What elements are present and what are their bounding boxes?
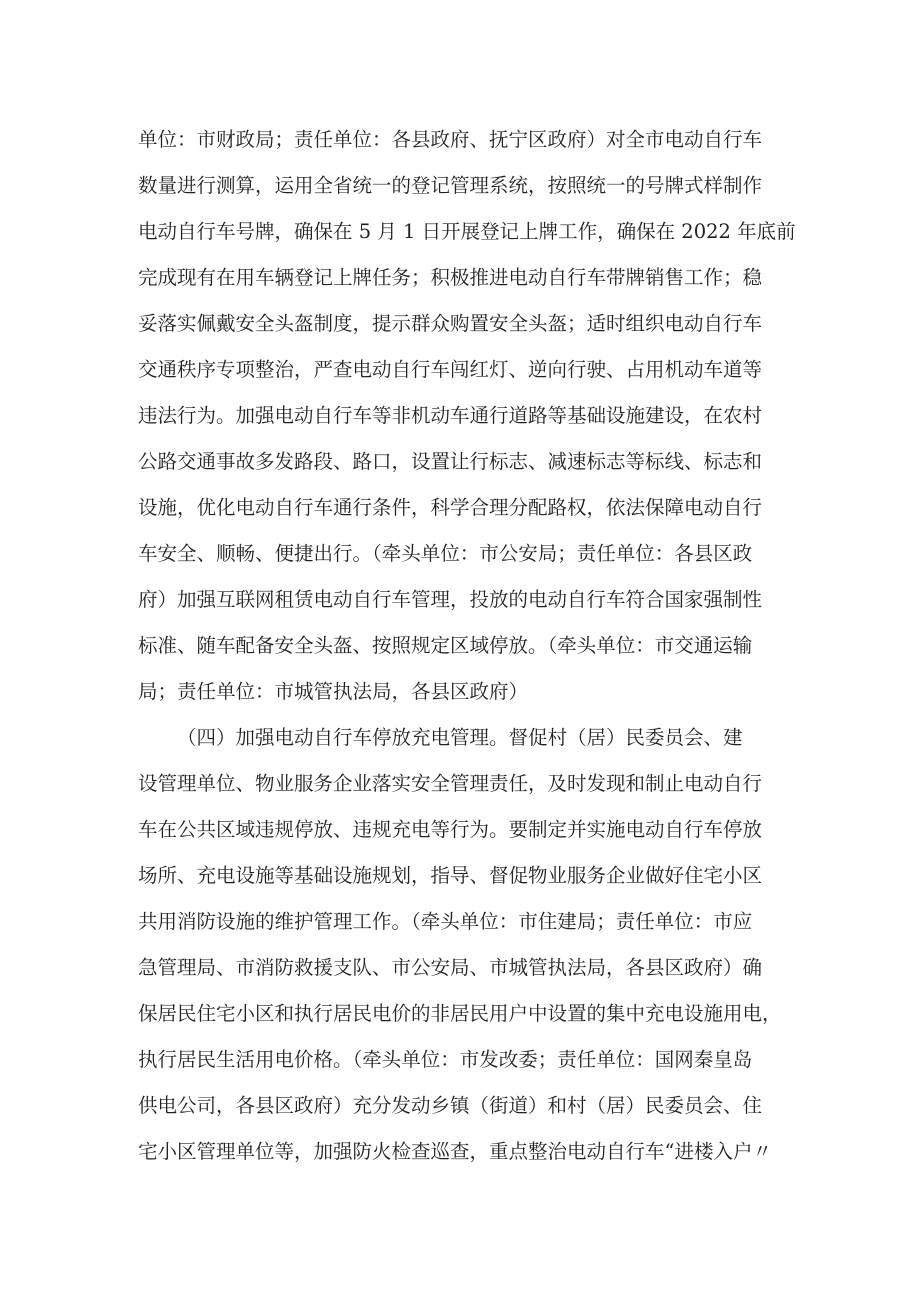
text-line: 公路交通事故多发路段、路口，设置让行标志、减速标志等标线、标志和: [138, 450, 763, 473]
text-line: 设施，优化电动自行车通行条件，科学合理分配路权，依法保障电动自行: [138, 496, 763, 519]
text-line: 交通秩序专项整治，严查电动自行车闯红灯、逆向行驶、占用机动车道等: [138, 358, 763, 381]
text-line: 电动自行车号牌，确保在 5 月 1 日开展登记上牌工作，确保在 2022 年底前: [138, 220, 796, 243]
text-line: 急管理局、市消防救援支队、市公安局、市城管执法局，各县区政府）确: [138, 956, 763, 979]
text-line: 车在公共区域违规停放、违规充电等行为。要制定并实施电动自行车停放: [138, 818, 763, 841]
text-line: 保居民住宅小区和执行居民电价的非居民用户中设置的集中充电设施用电，: [138, 1002, 782, 1025]
text-line: 共用消防设施的维护管理工作。（牵头单位：市住建局；责任单位：市应: [138, 910, 753, 933]
text-line: 府）加强互联网租赁电动自行车管理，投放的电动自行车符合国家强制性: [138, 588, 763, 611]
text-line: 宅小区管理单位等，加强防火检查巡查，重点整治电动自行车“进楼入户〃: [138, 1140, 772, 1163]
text-line: 完成现有在用车辆登记上牌任务；积极推进电动自行车带牌销售工作；稳: [138, 266, 763, 289]
text-line: 数量进行测算，运用全省统一的登记管理系统，按照统一的号牌式样制作: [138, 174, 763, 197]
section-heading-line: （四）加强电动自行车停放充电管理。督促村（居）民委员会、建: [177, 726, 743, 749]
text-line: 妥落实佩戴安全头盔制度，提示群众购置安全头盔；适时组织电动自行车: [138, 312, 763, 335]
text-line: 设管理单位、物业服务企业落实安全管理责任，及时发现和制止电动自行: [138, 772, 763, 795]
text-line: 局；责任单位：市城管执法局，各县区政府）: [138, 680, 529, 703]
text-line: 供电公司，各县区政府）充分发动乡镇（街道）和村（居）民委员会、住: [138, 1094, 763, 1117]
text-line: 单位：市财政局；责任单位：各县政府、抚宁区政府）对全市电动自行车: [138, 128, 763, 151]
text-line: 场所、充电设施等基础设施规划，指导、督促物业服务企业做好住宅小区: [138, 864, 763, 887]
text-line: 违法行为。加强电动自行车等非机动车通行道路等基础设施建设，在农村: [138, 404, 763, 427]
text-line: 标准、随车配备安全头盔、按照规定区域停放。（牵头单位：市交通运输: [138, 634, 753, 657]
text-line: 执行居民生活用电价格。（牵头单位：市发改委；责任单位：国网秦皇岛: [138, 1048, 753, 1071]
text-line: 车安全、顺畅、便捷出行。（牵头单位：市公安局；责任单位：各县区政: [138, 542, 753, 565]
